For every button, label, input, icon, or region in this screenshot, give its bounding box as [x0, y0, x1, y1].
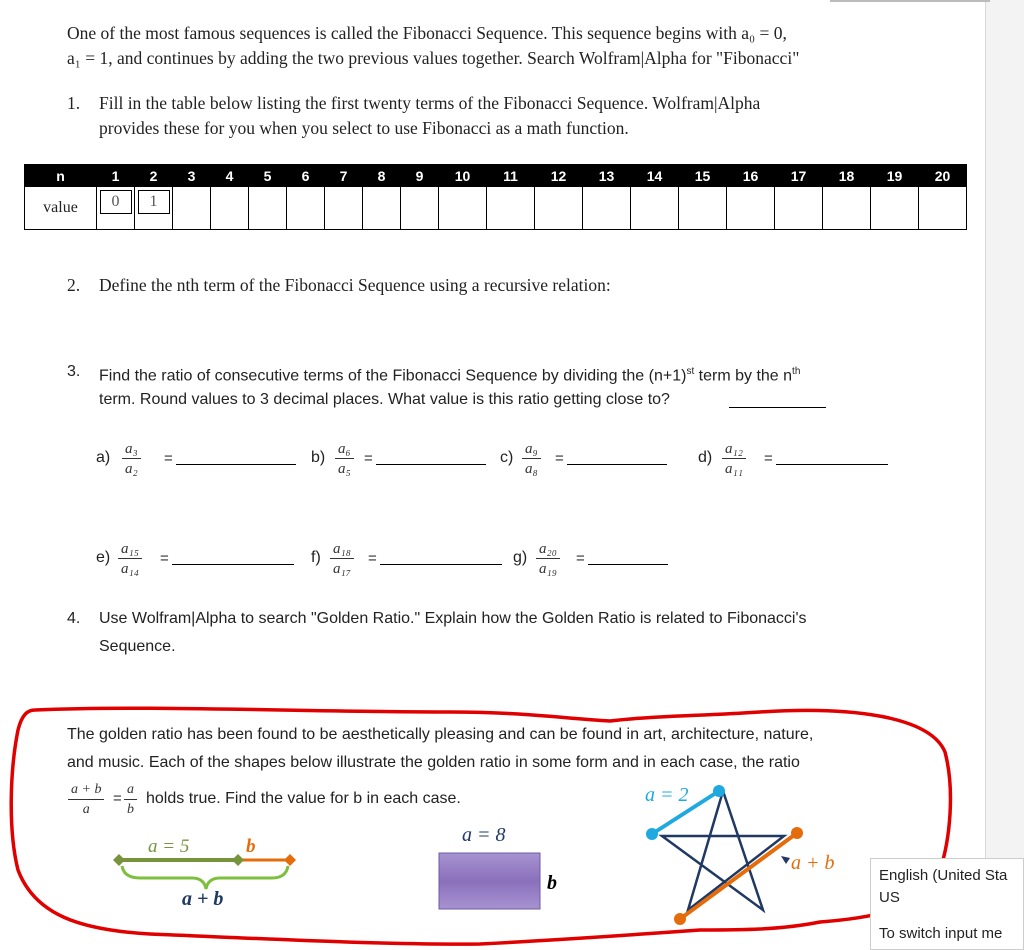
ratio-numerator: a₆ — [335, 440, 354, 459]
golden-line-1: The golden ratio has been found to be aesthetically pleasing and can be found in art, architecture, nature, — [67, 726, 814, 743]
q2-text: Define the nth term of the Fibonacci Sequence using a recursive relation: — [99, 275, 611, 295]
table-header-cell: 18 — [823, 165, 871, 187]
ratio-numerator: a₁₅ — [118, 540, 142, 559]
star-blue-dot-top — [713, 785, 725, 797]
q3-sup-st: st — [686, 366, 695, 377]
star-pointer-arrow — [781, 856, 790, 864]
ratio-equals: = — [368, 550, 377, 567]
table-header-cell: 10 — [439, 165, 487, 187]
ratio-part-label: c) — [500, 449, 514, 466]
table-header-cell: 16 — [727, 165, 775, 187]
golden-line-3: holds true. Find the value for b in each case. — [146, 790, 461, 807]
star-label-sum: a + b — [791, 852, 835, 874]
ratio-part-label: e) — [96, 549, 111, 566]
ratio-denominator: a₈ — [525, 461, 538, 477]
ratio-equals: = — [576, 550, 585, 567]
ratio-numerator: a₂₀ — [536, 540, 560, 559]
table-header-cell: 17 — [775, 165, 823, 187]
q3-line-1-text: Find the ratio of consecutive terms of the Fibonacci Sequence by dividing the (n+1) — [99, 367, 687, 385]
golden-frac2-den: b — [127, 802, 134, 817]
ratio-numerator: a₁₈ — [330, 540, 354, 559]
q3-line-1-text-b: term by the n — [694, 367, 793, 385]
golden-frac1-den: a — [82, 802, 90, 817]
purple-rectangle — [439, 853, 540, 909]
table-header-cell: 11 — [487, 165, 535, 187]
pentagram — [662, 791, 784, 910]
table-header-cell: 7 — [325, 165, 363, 187]
ratio-equals: = — [764, 450, 773, 467]
table-header-cell: 13 — [583, 165, 631, 187]
table-header-cell: 6 — [287, 165, 325, 187]
intro-line-1: One of the most famous sequences is called the Fibonacci Sequence. This sequence begins with a₀ = 0, — [67, 23, 787, 43]
q4-line-2: Sequence. — [99, 638, 176, 655]
table-header-cell: 15 — [679, 165, 727, 187]
ratio-denominator: a₂ — [125, 461, 138, 477]
ratio-equals: = — [364, 450, 373, 467]
segment-label-b: b — [246, 836, 256, 857]
rect-label-a: a = 8 — [462, 824, 506, 846]
table-header-cell: 1 — [97, 165, 135, 187]
ratio-numerator: a₃ — [122, 440, 141, 459]
intro-line-2: a₁ = 1, and continues by adding the two previous values together. Search Wolfram|Alpha for "Fibonacci" — [67, 48, 800, 68]
q3-number: 3. — [67, 363, 81, 380]
segment-left-diamond — [113, 854, 125, 866]
q4-number: 4. — [67, 610, 81, 627]
q1-line-2: provides these for you when you select to use Fibonacci as a math function. — [99, 118, 629, 138]
golden-frac2-num: a — [124, 781, 137, 800]
q1-number: 1. — [67, 93, 81, 113]
ratio-part-label: a) — [96, 449, 111, 466]
table-header-cell: 2 — [135, 165, 173, 187]
table-header-cell: 8 — [363, 165, 401, 187]
table-header-n: n — [25, 165, 97, 187]
segment-mid-diamond — [232, 854, 244, 866]
table-header-cell: 19 — [871, 165, 919, 187]
lang-popup-line-3: To switch input me — [879, 925, 1003, 942]
ratio-numerator: a₁₂ — [722, 440, 746, 459]
rect-label-b: b — [547, 872, 557, 894]
ratio-part-label: b) — [311, 449, 326, 466]
table-header-cell: 5 — [249, 165, 287, 187]
ratio-part-label: f) — [311, 549, 321, 566]
ratio-part-label: g) — [513, 549, 528, 566]
ratio-equals: = — [160, 550, 169, 567]
star-orange-dot-bottom — [674, 913, 686, 925]
segment-label-a: a = 5 — [148, 836, 190, 857]
table-header-cell: 12 — [535, 165, 583, 187]
lang-popup-line-1: English (United Sta — [879, 867, 1008, 884]
star-blue-dot-left — [646, 828, 658, 840]
golden-frac1-num: a + b — [68, 781, 104, 800]
table-header-cell: 3 — [173, 165, 211, 187]
input-language-popup[interactable] — [870, 858, 1024, 950]
lang-popup-line-2: US — [879, 889, 900, 906]
q3-line-2: term. Round values to 3 decimal places. What value is this ratio getting close to? — [99, 391, 670, 408]
ratio-equals: = — [555, 450, 564, 467]
table-header-cell: 4 — [211, 165, 249, 187]
ratio-denominator: a₁₇ — [333, 561, 351, 577]
segment-right-diamond — [284, 854, 296, 866]
golden-equals: = — [113, 790, 122, 807]
table-header-cell: 9 — [401, 165, 439, 187]
ratio-denominator: a₁₁ — [725, 461, 743, 477]
segment-label-sum: a + b — [182, 888, 224, 910]
ratio-denominator: a₁₄ — [121, 561, 139, 577]
ratio-denominator: a₅ — [338, 461, 351, 477]
table-header-cell: 20 — [919, 165, 967, 187]
ratio-part-label: d) — [698, 449, 713, 466]
table-value-text: 0 — [100, 190, 132, 214]
table-value-label: value — [25, 187, 97, 230]
q3-sup-th: th — [792, 366, 801, 377]
table-value-text: 1 — [138, 190, 170, 214]
star-label-a: a = 2 — [645, 784, 689, 806]
q2-number: 2. — [67, 275, 81, 295]
segment-sum-brace — [122, 866, 288, 889]
golden-line-2: and music. Each of the shapes below illustrate the golden ratio in some form and in each case, the ratio — [67, 754, 800, 771]
star-orange-dot-right — [791, 827, 803, 839]
window-edge-strip — [985, 0, 1024, 950]
ratio-denominator: a₁₉ — [539, 561, 557, 577]
table-header-cell: 14 — [631, 165, 679, 187]
q4-line-1: Use Wolfram|Alpha to search "Golden Ratio." Explain how the Golden Ratio is related to Fibonacci's — [99, 610, 807, 627]
ratio-numerator: a₉ — [522, 440, 541, 459]
q1-line-1: Fill in the table below listing the first twenty terms of the Fibonacci Sequence. Wolfram|Alpha — [99, 93, 761, 113]
ratio-equals: = — [164, 450, 173, 467]
